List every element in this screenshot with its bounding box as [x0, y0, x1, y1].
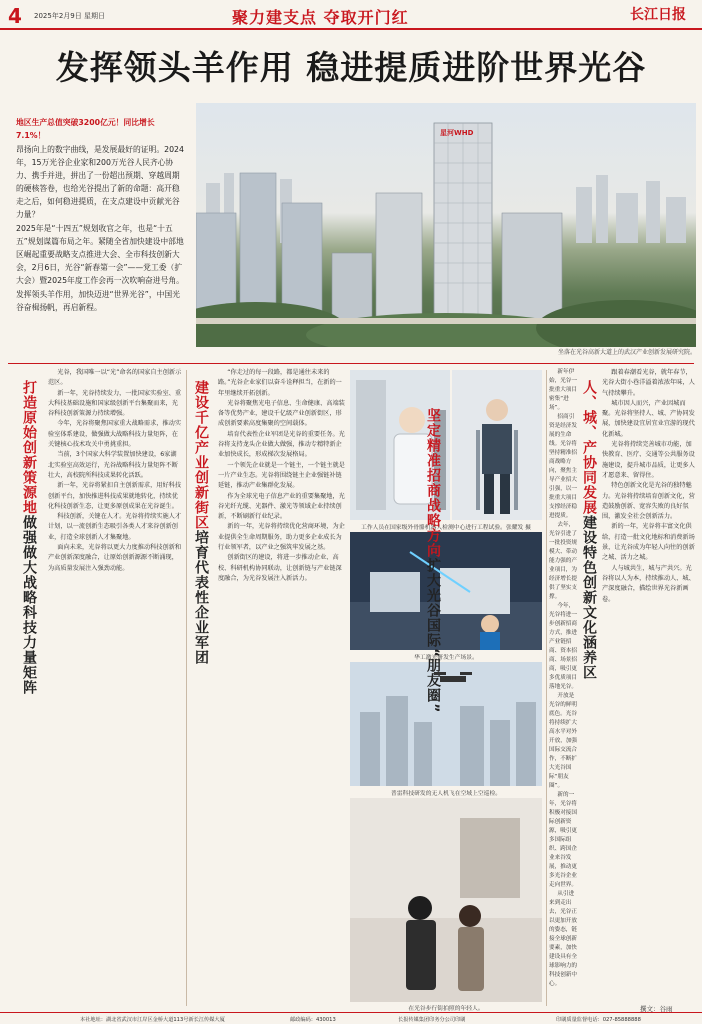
- section-3-title-black: 扩大光谷国际“朋友圈”: [425, 558, 441, 714]
- section-4-title: [580, 380, 597, 740]
- tower-sign: 星河WHD: [440, 129, 474, 137]
- section-2-title-red: 建设千亿产业创新街区: [193, 380, 209, 530]
- paragraph: 特色创新文化是光谷的独特魅力。光谷将持续培育创新文化，营造鼓励创新、宽容失败的良好氛围，激发全社会创新活力。: [602, 482, 695, 521]
- photo-laser-factory: [350, 532, 542, 650]
- lead-paragraph: 地区生产总值突破3200亿元！同比增长7.1%！: [16, 118, 155, 140]
- section-1-title: [20, 380, 37, 800]
- masthead: [0, 0, 702, 30]
- paragraph: 新的一年，光谷将积极对接国际创新资源，吸引更多国际组织、跨国企业来谷发展，推动更多光谷企业走向世界。: [549, 792, 577, 888]
- section-4-title-red: 人、城、产协同发展: [581, 380, 597, 515]
- column-divider: [546, 370, 547, 1006]
- footer-phone: 印刷质量监督电话：027-85888888: [556, 1017, 641, 1023]
- section-3-title-red: 坚定精准招商战略方向: [425, 408, 441, 558]
- section-1-title-red: 打造原始创新策源地: [21, 380, 37, 515]
- paragraph: 培育代表性企业军团是光谷的重要任务。光谷将支持龙头企业做大做强，推动专精特新企业加快成长，形成梯次发展格局。: [218, 430, 345, 459]
- lead-paragraph: 昂扬向上的数字曲线，是发展最好的证明。2024年，15万光谷企业家和200万光谷人民齐心协力、携手并进，拼出了一份超出预期、穿越周期的硬核答卷，也给光谷提出了新的命题：高开稳走之后，如何稳进提质，在支点建设中贡献光谷力量？: [16, 145, 184, 219]
- paragraph: 新一年，光谷将紧扣自主创新需求，用好科技创新平台，加快推进科技成果就地转化，持续优化科技创新生态，让更多原创成果在光谷诞生。: [48, 482, 182, 510]
- paragraph: 今年，光谷将聚焦国家重大战略需求，推动实验室体系建设，做强做大战略科技力量矩阵，在关键核心技术攻关中勇挑重担。: [48, 420, 182, 449]
- section-2-body: [218, 368, 346, 1008]
- photo-caption: 华工激光研发生产场景。: [414, 655, 478, 661]
- paragraph: 科技创新，关键在人才。光谷将持续实施人才计划，以一流创新生态吸引各类人才来谷创新创业，打造全球创新人才集聚地。: [48, 513, 182, 541]
- page-footer: [0, 1012, 702, 1024]
- lead-paragraphs: [16, 116, 184, 315]
- paragraph: 创新街区的建设，将进一步推动企业、高校、科研机构协同联动，让创新链与产业链深度融合，为光谷发展注入新活力。: [218, 554, 342, 582]
- paragraph: 人与城共生，城与产共兴。光谷将以人为本，持续推动人、城、产深度融合，描绘世界光谷新画卷。: [602, 564, 695, 603]
- street-youth-illustration: [350, 798, 542, 1002]
- drone-city-illustration: [350, 662, 542, 786]
- photo-exoskeleton: [452, 370, 542, 520]
- newspaper-logo: 长江日报: [630, 7, 686, 23]
- hero-photo: [196, 103, 696, 347]
- footer-printer: 长报传媒集团印务分公司印刷: [398, 1017, 466, 1023]
- paragraph: 一个领先企业就是一个链主，一个链主就是一片产业生态。光谷将围绕链主企业强链补链延链，推动产业集群化发展。: [218, 461, 345, 490]
- paragraph: 从引进来到走出去，光谷正以更加开放的姿态，链接全球创新要素，加快建设具有全球影响力的科技创新中心。: [549, 891, 577, 987]
- photo-caption: 在光谷步行街拍照的年轻人。: [408, 1006, 484, 1012]
- paragraph: 光谷将持续完善城市功能，加快教育、医疗、交通等公共服务设施建设，提升城市品质，让更多人才愿意来、留得住。: [602, 441, 695, 479]
- lead-paragraph: 发挥领头羊作用，加快迈进“世界光谷”，中国光谷奋楫扬帆，再启新程。: [16, 290, 181, 312]
- section-1-title-black: 做强做大战略科技力量矩阵: [21, 515, 37, 695]
- section-2-title-black: 培育代表性企业军团: [193, 530, 209, 665]
- paragraph: 面向未来，光谷将以更大力度推动科技创新和产业创新深度融合，让原始创新源源不断涌现，为高质量发展注入强劲动能。: [48, 544, 182, 572]
- paragraph: 今年，光谷将进一步创新招商方式，推进产业链招商、资本招商、场景招商，吸引更多优质项目落地光谷。: [549, 603, 577, 690]
- section-1-body: [48, 368, 182, 1008]
- photo-street-youth: [350, 798, 542, 1002]
- footer-postcode: 邮政编码：430013: [290, 1017, 336, 1023]
- photo-caption: 普雷科技研发的无人机飞在空域上空巡检。: [390, 791, 502, 797]
- section-2-title: [192, 380, 209, 800]
- column-divider: [186, 370, 187, 1006]
- issue-date: 2025年2月9日 星期日: [34, 12, 105, 20]
- paragraph: 新的一年，光谷将持续优化营商环境，为企业提供全生命周期服务，助力更多企业成长为行业领军者，以产业之强筑牢发展之基。: [218, 523, 345, 552]
- paragraph: 开放是光谷的鲜明底色。光谷将持续扩大高水平对外开放，加强国际交流合作，不断扩大光谷国际“朋友圈”。: [549, 693, 577, 789]
- section-3-title: [424, 408, 441, 728]
- paragraph: 作为全球光电子信息产业的重要集聚地，光谷光纤光缆、光器件、激光等领域企业持续创新，不断刷新行业纪录。: [218, 492, 345, 521]
- paragraph: 招商引资是经济发展的生命线。光谷将坚持精准招商战略方向，聚焦主导产业招大引强，以一批重大项目支撑经济稳进提质。: [549, 414, 577, 519]
- paragraph: 光谷将聚焦光电子信息、生命健康、高端装备等优势产业，建设千亿级产业创新街区，形成创新要素高度集聚的空间载体。: [218, 399, 345, 428]
- paragraph: 当前，3个国家大科学装置加快建设，6家湖北实验室高效运行，光谷战略科技力量矩阵不断壮大，高校院所科技成果转化活跃。: [48, 451, 178, 479]
- section-4-title-black: 建设特色创新文化涵养区: [581, 515, 597, 680]
- paragraph: 跟着春潮看光谷，就年春节，光谷大街小巷洋溢着浓浓年味，人气持续攀升。: [602, 369, 695, 397]
- section-3-body: [549, 368, 579, 1004]
- paragraph: 城市因人而兴，产业因城而聚。光谷将坚持人、城、产协同发展，加快建设宜居宜业宜游的现代化新城。: [602, 399, 695, 438]
- paragraph: 新的一年，光谷将丰富文化供给，打造一批文化地标和消费新场景，让光谷成为年轻人向往的创新之城、活力之城。: [602, 523, 695, 562]
- section-4-body: [602, 368, 696, 1004]
- exoskeleton-illustration: [452, 370, 542, 520]
- photo-drone-city: [350, 662, 542, 786]
- hero-caption: 坐落在光谷高新大道上的武汉产业创新发展研究院。: [557, 349, 696, 356]
- page-headline: 发挥领头羊作用 稳进提质进阶世界光谷: [55, 48, 647, 87]
- paragraph: 光谷，我国唯一以“光”命名的国家自主创新示范区。: [48, 369, 182, 387]
- paragraph: 新年伊始，光谷一批重大项目密集“进场”。: [549, 369, 577, 411]
- footer-address: 本社地址：湖北省武汉市江岸区金桥大道113号新长江传媒大厦: [80, 1017, 225, 1023]
- section-slogan: 聚力建支点 夺取开门红: [232, 8, 409, 27]
- section-divider: [8, 363, 694, 364]
- lead-paragraph: 2025年是“十四五”规划收官之年，也是“十五五”规划谋篇布局之年。紧随全省加快建设中部地区崛起重要战略支点推进大会、全市科技创新大会，2月6日，光谷“新春第一会”——党工委（扩大会）暨2025年度工作会再一次吹响奋进号角。: [16, 224, 184, 285]
- paragraph: 新一年，光谷持续发力，一批国家实验室、重大科技基础设施和国家级创新平台集聚而来，光谷科技创新策源力持续增强。: [48, 389, 182, 418]
- author-byline: 撰文：谷雨: [640, 1005, 673, 1013]
- photo-caption: 工作人员在国家级外骨骼机器人检测中心进行工程试验。张耀发 摄: [361, 525, 531, 531]
- paragraph: 去年，光谷引进了一批投资规模大、带动能力强的产业项目，为经济增长提供了坚实支撑。: [549, 522, 577, 600]
- laser-factory-illustration: [350, 532, 542, 650]
- paragraph: “你走过的每一段路，都是通往未来的路。”光谷企业家们以奋斗诠释担当，在新的一年里继续开拓创新。: [218, 369, 342, 397]
- page-number: 4: [8, 4, 22, 28]
- hero-city-illustration: [196, 103, 696, 347]
